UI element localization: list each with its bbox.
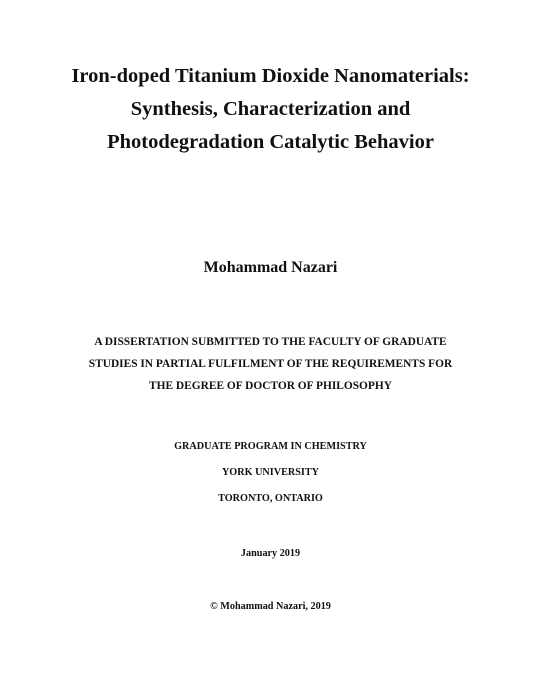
copyright-notice: © Mohammad Nazari, 2019 [210, 601, 331, 612]
submission-date: January 2019 [240, 548, 301, 559]
title-line-3: Photodegradation Catalytic Behavior [107, 131, 434, 153]
graduate-program: GRADUATE PROGRAM IN CHEMISTRY [174, 441, 367, 452]
statement-line-2: STUDIES IN PARTIAL FULFILMENT OF THE REQUIREMENTS FOR [88, 358, 453, 370]
statement-line-1: A DISSERTATION SUBMITTED TO THE FACULTY OF GRADUATE [94, 336, 447, 348]
author-name: Mohammad Nazari [203, 259, 338, 276]
university-location: TORONTO, ONTARIO [218, 493, 323, 504]
statement-line-3: THE DEGREE OF DOCTOR OF PHILOSOPHY [149, 380, 392, 392]
university-name: YORK UNIVERSITY [221, 467, 320, 478]
title-line-2: Synthesis, Characterization and [130, 98, 411, 120]
title-line-1: Iron-doped Titanium Dioxide Nanomaterials: [71, 65, 470, 87]
